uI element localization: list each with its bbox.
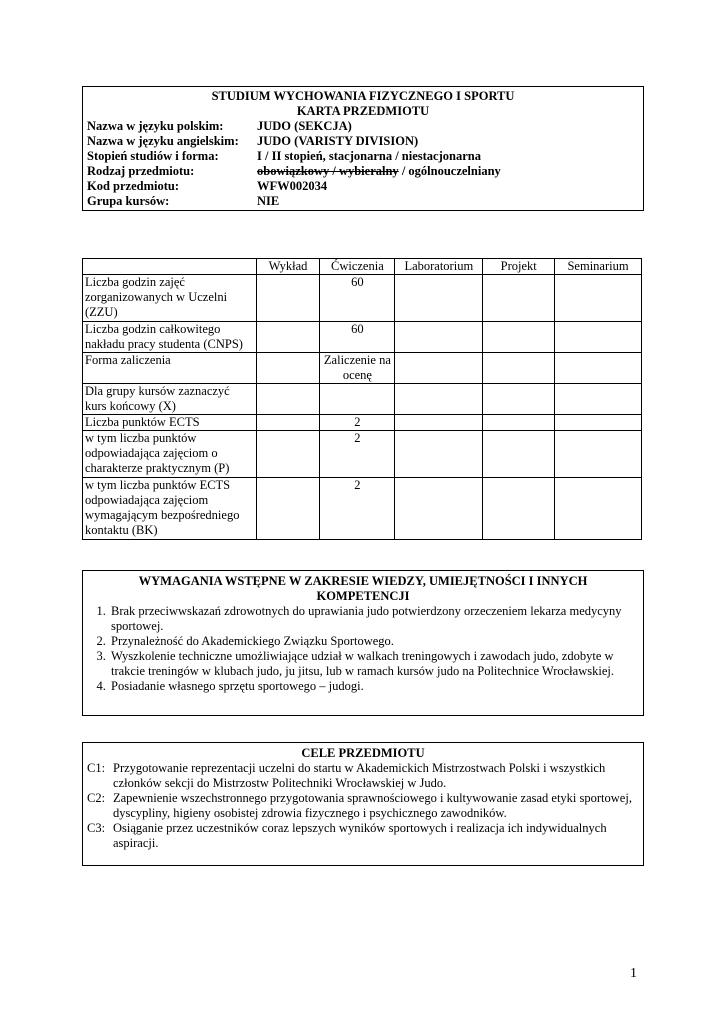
header-value: I / II stopień, stacjonarna / niestacjonarna (257, 149, 481, 163)
cell-value (320, 384, 395, 415)
row-label: w tym liczba punktów ECTS odpowiadająca zajęciom wymagającym bezpośredniego kontaktu (BK) (83, 478, 257, 540)
column-header (83, 259, 257, 275)
column-header: Laboratorium (395, 259, 483, 275)
table-row (83, 431, 642, 478)
goal-text: Zapewnienie wszechstronnego przygotowania sprawnościowego i kultywowanie zasad etyki sportowej, dyscypliny, higieny osobistej zdrowia fizycznego i psychicznego zawodników. (113, 791, 632, 820)
cell-value: 60 (320, 275, 395, 322)
column-header: Projekt (483, 259, 555, 275)
requirements-title-1: WYMAGANIA WSTĘPNE W ZAKRESIE WIEDZY, UMIEJĘTNOŚCI I INNYCH (138, 574, 588, 588)
list-item: 3. Wyszkolenie techniczne umożliwiające udział w walkach treningowych i zawodach judo, zdobyte w trakcie treningów w klubach judo, ju jitsu, lub w ramach kursów judo na Politechnice Wrocławskiej. (109, 649, 639, 679)
goal-key: C1: (87, 761, 106, 775)
goals-section (82, 742, 644, 866)
header-row (87, 119, 639, 134)
list-item: 1. Brak przeciwwskazań zdrowotnych do uprawiania judo potwierdzony orzeczeniem lekarza medycyny sportowej. (109, 604, 639, 634)
column-header: Seminarium (555, 259, 642, 275)
row-label: Liczba punktów ECTS (83, 415, 257, 431)
header-label: Nazwa w języku polskim: (87, 119, 224, 133)
list-item: 4. Posiadanie własnego sprzętu sportowego – judogi. (109, 679, 639, 694)
row-label: Liczba godzin zajęć zorganizowanych w Uczelni (ZZU) (83, 275, 257, 322)
table-row (83, 415, 642, 431)
list-item: 2. Przynależność do Akademickiego Związku Sportowego. (109, 634, 639, 649)
header-value: WFW002034 (257, 179, 328, 193)
header-value (257, 164, 501, 179)
requirements-list (87, 604, 639, 694)
table-row (83, 384, 642, 415)
header-row (87, 194, 639, 209)
column-header: Ćwiczenia (320, 259, 395, 275)
goals-title: CELE PRZEDMIOTU (301, 746, 425, 760)
table-row (83, 478, 642, 540)
cell-value: 2 (320, 415, 395, 431)
header-label: Kod przedmiotu: (87, 179, 180, 193)
column-header: Wykład (256, 259, 320, 275)
list-item (87, 791, 639, 821)
header-label: Grupa kursów: (87, 194, 170, 208)
goal-key: C2: (87, 791, 106, 805)
cell-value: Zaliczenie na ocenę (320, 353, 395, 384)
course-type: / ogólnouczelniany (398, 164, 501, 178)
requirements-section (82, 570, 644, 716)
goal-text: Osiąganie przez uczestników coraz lepszych wyników sportowych i realizacja ich indywidualnych aspiracji. (113, 821, 607, 850)
header-title-2: KARTA PRZEDMIOTU (296, 104, 430, 118)
hours-table (82, 258, 642, 540)
list-item (87, 761, 639, 791)
row-label: w tym liczba punktów odpowiadająca zajęciom o charakterze praktycznym (P) (83, 431, 257, 478)
header-row (87, 134, 639, 149)
cell-value: 2 (320, 478, 395, 540)
row-label: Liczba godzin całkowitego nakładu pracy studenta (CNPS) (83, 322, 257, 353)
table-row (83, 275, 642, 322)
goal-text: Przygotowanie reprezentacji uczelni do startu w Akademickich Mistrzostwach Polski i wszystkich członków sekcji do Mistrzostw Politechniki Wrocławskiej w Judo. (113, 761, 606, 790)
header-label: Rodzaj przedmiotu: (87, 164, 195, 178)
header-value: NIE (257, 194, 280, 208)
header-value: JUDO (VARISTY DIVISION) (257, 134, 419, 148)
table-row (83, 322, 642, 353)
requirements-title-2: KOMPETENCJI (316, 589, 410, 603)
header-label: Nazwa w języku angielskim: (87, 134, 239, 148)
cell-value: 60 (320, 322, 395, 353)
header-row (87, 179, 639, 194)
page-number: 1 (630, 966, 637, 981)
course-header (82, 86, 644, 211)
list-item (87, 821, 639, 851)
header-title-1: STUDIUM WYCHOWANIA FIZYCZNEGO I SPORTU (211, 89, 515, 103)
row-label: Dla grupy kursów zaznaczyć kurs końcowy (X) (83, 384, 257, 415)
struck-course-type: obowiązkowy / wybieralny (257, 164, 399, 178)
header-row (87, 149, 639, 164)
header-row (87, 164, 639, 179)
header-value: JUDO (SEKCJA) (257, 119, 352, 133)
cell-value: 2 (320, 431, 395, 478)
table-header-row (83, 259, 642, 275)
row-label: Forma zaliczenia (83, 353, 257, 384)
table-row (83, 353, 642, 384)
goal-key: C3: (87, 821, 106, 835)
header-label: Stopień studiów i forma: (87, 149, 219, 163)
